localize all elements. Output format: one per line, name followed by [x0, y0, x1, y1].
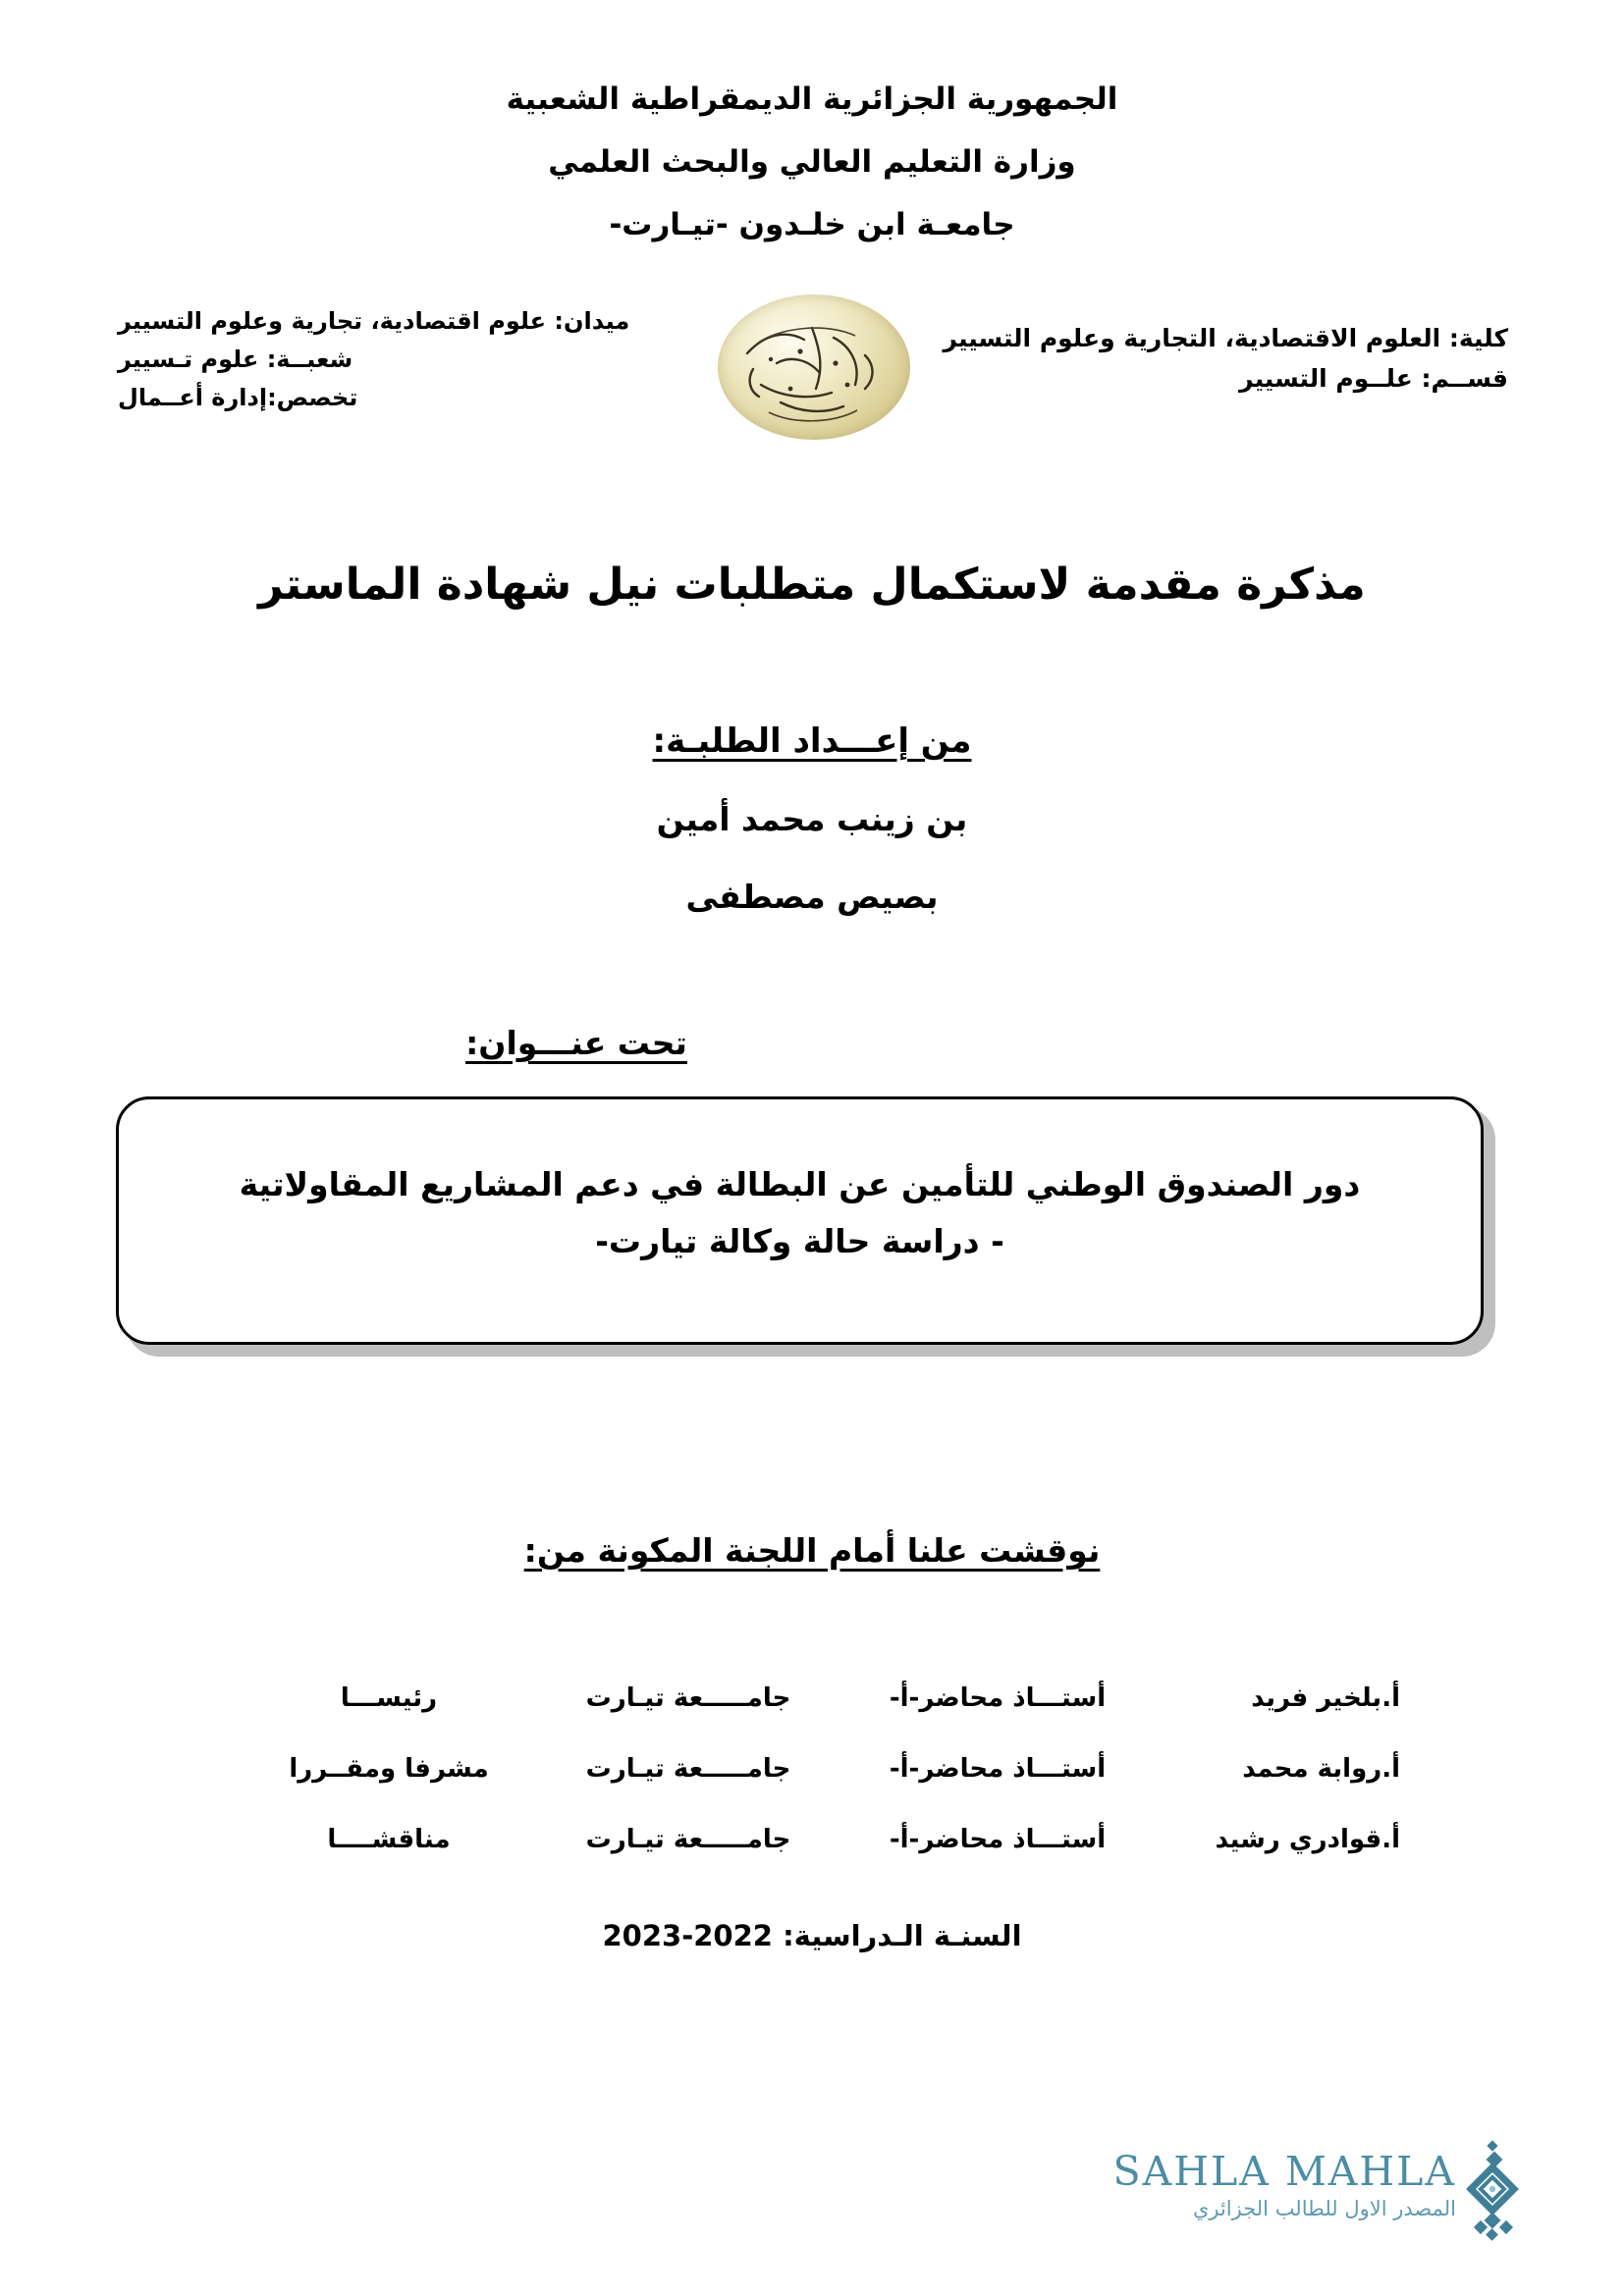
jury-member-role: مشرفا ومقــررا — [289, 1754, 489, 1784]
student-name: بصيص مصطفى — [685, 878, 939, 916]
thesis-title-box — [116, 1096, 1484, 1345]
jury-member-name: أ.بلخير فريد — [1251, 1683, 1400, 1713]
jury-member-name: أ.قوادري رشيد — [1215, 1825, 1400, 1854]
thesis-title-text — [178, 1156, 1422, 1270]
sahla-mahla-watermark — [1114, 2140, 1527, 2258]
jury-member-role: رئيســـا — [340, 1683, 438, 1713]
jury-member-university: جامـــــعة تيـارت — [585, 1683, 791, 1713]
brand-name: SAHLA MAHLA — [1112, 2148, 1456, 2195]
under-title-text: تحت عنـــوان: — [465, 1024, 687, 1062]
thesis-title-line-1: دور الصندوق الوطني للتأمين عن البطالة في دعم المشاريع المقاولاتية — [239, 1165, 1361, 1203]
jury-member-name: أ.روابة محمد — [1242, 1754, 1400, 1784]
thesis-title-line-2: - دراسة حالة وكالة تيارت- — [595, 1221, 1004, 1260]
brand-text — [1113, 2148, 1457, 2220]
jury-table — [224, 1683, 1400, 1896]
degree-statement: مذكرة مقدمة لاستكمال متطلبات نيل شهادة الماستر — [258, 560, 1366, 610]
faculty-info-row — [0, 294, 1624, 471]
department-label: قســم: علــوم التسيير — [1239, 363, 1508, 393]
table-row — [224, 1825, 1400, 1854]
diamond-lattice-icon — [1458, 2140, 1527, 2242]
country-line: الجمهورية الجزائرية الديمقراطية الشعبية — [506, 81, 1118, 117]
brand-tagline: المصدر الاول للطالب الجزائري — [1192, 2197, 1456, 2220]
jury-heading — [0, 1531, 1624, 1570]
jury-member-university: جامـــــعة تيـارت — [585, 1754, 791, 1784]
jury-member-rank: أستـــاذ محاضر-أ- — [889, 1683, 1107, 1713]
branch-label: شعبــة: علوم تـسيير — [118, 345, 353, 373]
faculty-block — [944, 319, 1508, 399]
university-logo — [714, 294, 910, 452]
jury-member-rank: أستـــاذ محاضر-أ- — [889, 1825, 1107, 1854]
academic-year: السنـة الـدراسية: 2022-2023 — [602, 1919, 1022, 1952]
jury-member-role: مناقشــــا — [327, 1825, 451, 1854]
under-title-label — [0, 1024, 1624, 1062]
table-row — [224, 1683, 1400, 1713]
seal-icon — [718, 294, 910, 440]
university-line: جامعـة ابن خلـدون -تيـارت- — [609, 207, 1015, 242]
students-heading: من إعـــداد الطلبـة: — [652, 721, 972, 761]
students-section — [0, 721, 1624, 955]
jury-member-university: جامـــــعة تيـارت — [585, 1825, 791, 1854]
faculty-label: كلية: العلوم الاقتصادية، التجارية وعلوم التسيير — [943, 324, 1508, 352]
field-block — [118, 302, 629, 417]
student-name: بن زينب محمد أمين — [656, 800, 968, 838]
jury-member-rank: أستـــاذ محاضر-أ- — [889, 1754, 1107, 1784]
ministry-line: وزارة التعليم العالي والبحث العلمي — [548, 144, 1076, 180]
specialty-label: تخصص:إدارة أعــمال — [118, 383, 358, 411]
jury-heading-text: نوقشت علنا أمام اللجنة المكونة من: — [523, 1531, 1101, 1570]
table-row — [224, 1754, 1400, 1784]
domain-label: ميدان: علوم اقتصادية، تجارية وعلوم التسيير — [118, 307, 630, 335]
institution-header — [0, 81, 1624, 273]
